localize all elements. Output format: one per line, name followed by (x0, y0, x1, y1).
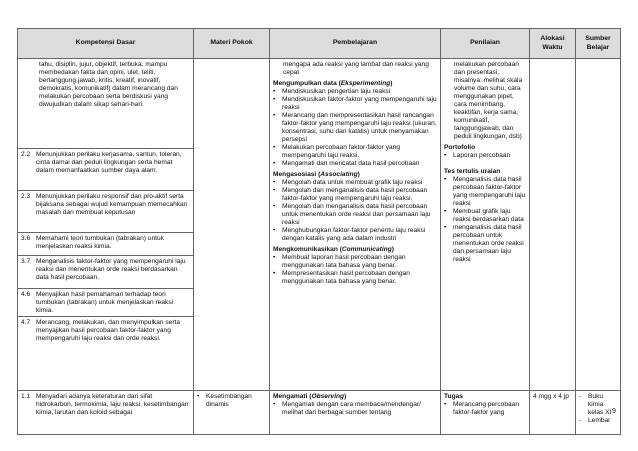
header-pembelajaran: Pembelajaran (270, 29, 441, 59)
list-item: • Laporan percobaan (444, 151, 511, 159)
kd-intro-row (18, 59, 621, 149)
pembelajaran-cell (270, 59, 441, 391)
header-penilaian: Penilaian (441, 29, 530, 59)
list-item: • Merancang percobaan faktor-faktor yang (444, 400, 519, 416)
header-kompetensi-dasar: Kompetensi Dasar (18, 29, 194, 59)
pembelajaran-row2 (270, 391, 441, 435)
portofolio-heading: Portofolio (444, 143, 476, 151)
penilaian-intro: melakukan percobaan dan presentasi, misalnya: melihat skala volume dan suhu, cara menggunakan pipet, cara menimbang, keaktifan, kerja sama, komunikatif, tanggungjawab, dan peduli lingkungan, dsb) (454, 60, 523, 140)
mengamati-heading: Mengamati (Observing) (273, 392, 347, 400)
sumber-belajar-cell (576, 59, 621, 391)
mengumpulkan-heading: Mengumpulkan data (Eksperimenting) (273, 79, 393, 87)
asosiasi-heading: Mengasosiasi (Associating) (273, 170, 360, 178)
list-item: • Menghubungkan faktor-faktor penentu laju reaksi dengan katalis yang ada dalam industri (273, 227, 426, 243)
list-item: • Membuat laporan hasil percobaan dengan menggunakan tata bahasa yang benar. (273, 254, 406, 270)
penilaian-row2 (441, 391, 530, 435)
alokasi-waktu-cell (530, 59, 576, 391)
tugas-heading: Tugas (444, 392, 463, 400)
komunikasi-list (273, 254, 437, 286)
list-item: - Lembar (579, 416, 611, 424)
materi-pokok-row2 (194, 391, 270, 435)
header-sumber-belajar: Sumber Belajar (576, 29, 621, 59)
list-item: - Buku kimia kelas XI (579, 392, 612, 416)
header-materi-pokok: Materi Pokok (194, 29, 270, 59)
list-item: • Mengolah dan menganalisis data hasil percobaan faktor-faktor yang mempengaruhi laju reaksi. (273, 186, 428, 202)
kd-item: 1.1 Menyadari adanya keteraturan dari sifat hidrokarbon, termokimia, laju reaksi, kesetimbangan kimia, larutan dan koloid sebagai (18, 391, 194, 435)
materi-pokok-cell (194, 59, 270, 391)
alokasi-waktu-row2: 4 mgg x 4 jp (530, 391, 576, 435)
syllabus-table (17, 28, 621, 435)
kd-item: 2.3 Menunjukkan perilaku responsif dan pro-aktif serta bijaksana sebagai wujud kemampuan memecahkan masalah dan membuat keputusan (18, 191, 194, 233)
list-item: • Menganalisis data hasil percobaan faktor-faktor yang mempengaruhi laju reaksi (444, 175, 526, 207)
kd-item: 4.6 Menyajikan hasil pemahaman terhadap teori tumbukan (tabrakan) untuk menjelaskan reaksi kimia. (18, 289, 194, 317)
second-row (18, 391, 621, 435)
kd-item: 3.7 Menganalisis faktor-faktor yang mempengaruhi laju reaksi dan menentukan orde reaksi berdasarkan data hasil percobaan. (18, 256, 194, 289)
kd-intro: tahu, disiplin, jujur, objektif, terbuka, mampu membedakan fakta dan opini, ulet, teliti, bertanggung jawab, kritis, kreatif, inovatif, demokratis, komunikatif) dalam merancang dan melakukan percobaan serta berdiskusi yang diwujudkan dalam sikap sehari-hari. (18, 59, 194, 149)
pembelajaran-intro: mengapa ada reaksi yang lambat dan reaksi yang cepat (283, 60, 429, 76)
tes-tertulis-heading: Tes tertulis uraian (444, 167, 501, 175)
asosiasi-list (273, 179, 437, 243)
list-item: • Kesetimbangan dinamis (197, 392, 252, 408)
kd-item: 2.2 Menunjukkan perilaku kerjasama, santun, toleran, cinta damai dan peduli lingkungan serta hemat dalam memanfaatkan sumber daya alam. (18, 149, 194, 191)
list-item: • Merancang dan mempresentasikan hasil rancangan faktor-faktor yang mempengaruhi laju reaksi (ukuran, konsentrasi, suhu dan katalis) untuk menyamakan persepsi (273, 111, 437, 143)
header-row (18, 29, 621, 59)
list-item: • Mendiskusikan faktor-faktor yang mempengaruhi laju reaksi (273, 95, 437, 111)
list-item: • Mengamati dengan cara membaca/mendengar/ melihat dari berbagai sumber tentang (273, 400, 421, 416)
list-item: • Melakukan percobaan faktor-faktor yang mempengaruhi laju reaksi. (273, 143, 401, 159)
list-item: • Mendiskusikan pengertian laju reaksi (273, 87, 391, 95)
list-item: • Membuat grafik laju reaksi berdasarkan data (444, 208, 524, 224)
kd-item: 4.7 Merancang, melakukan, dan menyimpulkan serta menyajikan hasil percobaan faktor-faktor yang mempengaruhi laju reaksi dan orde reaksi. (18, 317, 194, 391)
list-item: • Mengamati dan mencatat data hasil percobaan (273, 159, 420, 167)
list-item: • Mengolah data untuk membuat grafik laju reaksi (273, 178, 423, 186)
komunikasi-heading: Mengkomunikasikan (Communicating) (273, 246, 394, 254)
page-number: 9 (612, 408, 616, 415)
list-item: • Mempresentasikan hasil percobaan dengan menggunakan tata bahasa yang benar. (273, 270, 410, 286)
list-item: • menganalisis data hasil percobaan untuk menentukan orde reaksi dan persamaan laju reaksi (444, 224, 524, 264)
list-item: • Mengolah dan menganalisis data hasil percobaan untuk menentukan orde reaksi dan persamaan laju reaksi (273, 203, 431, 227)
tes-tertulis-list (444, 176, 526, 264)
header-alokasi-waktu: Alokasi Waktu (530, 29, 576, 59)
mengumpulkan-list (273, 88, 437, 168)
kd-item: 3.6 Memahami teori tumbukan (tabrakan) untuk menjelaskan reaksi kimia. (18, 233, 194, 256)
penilaian-cell (441, 59, 530, 391)
portofolio-list (444, 152, 526, 160)
